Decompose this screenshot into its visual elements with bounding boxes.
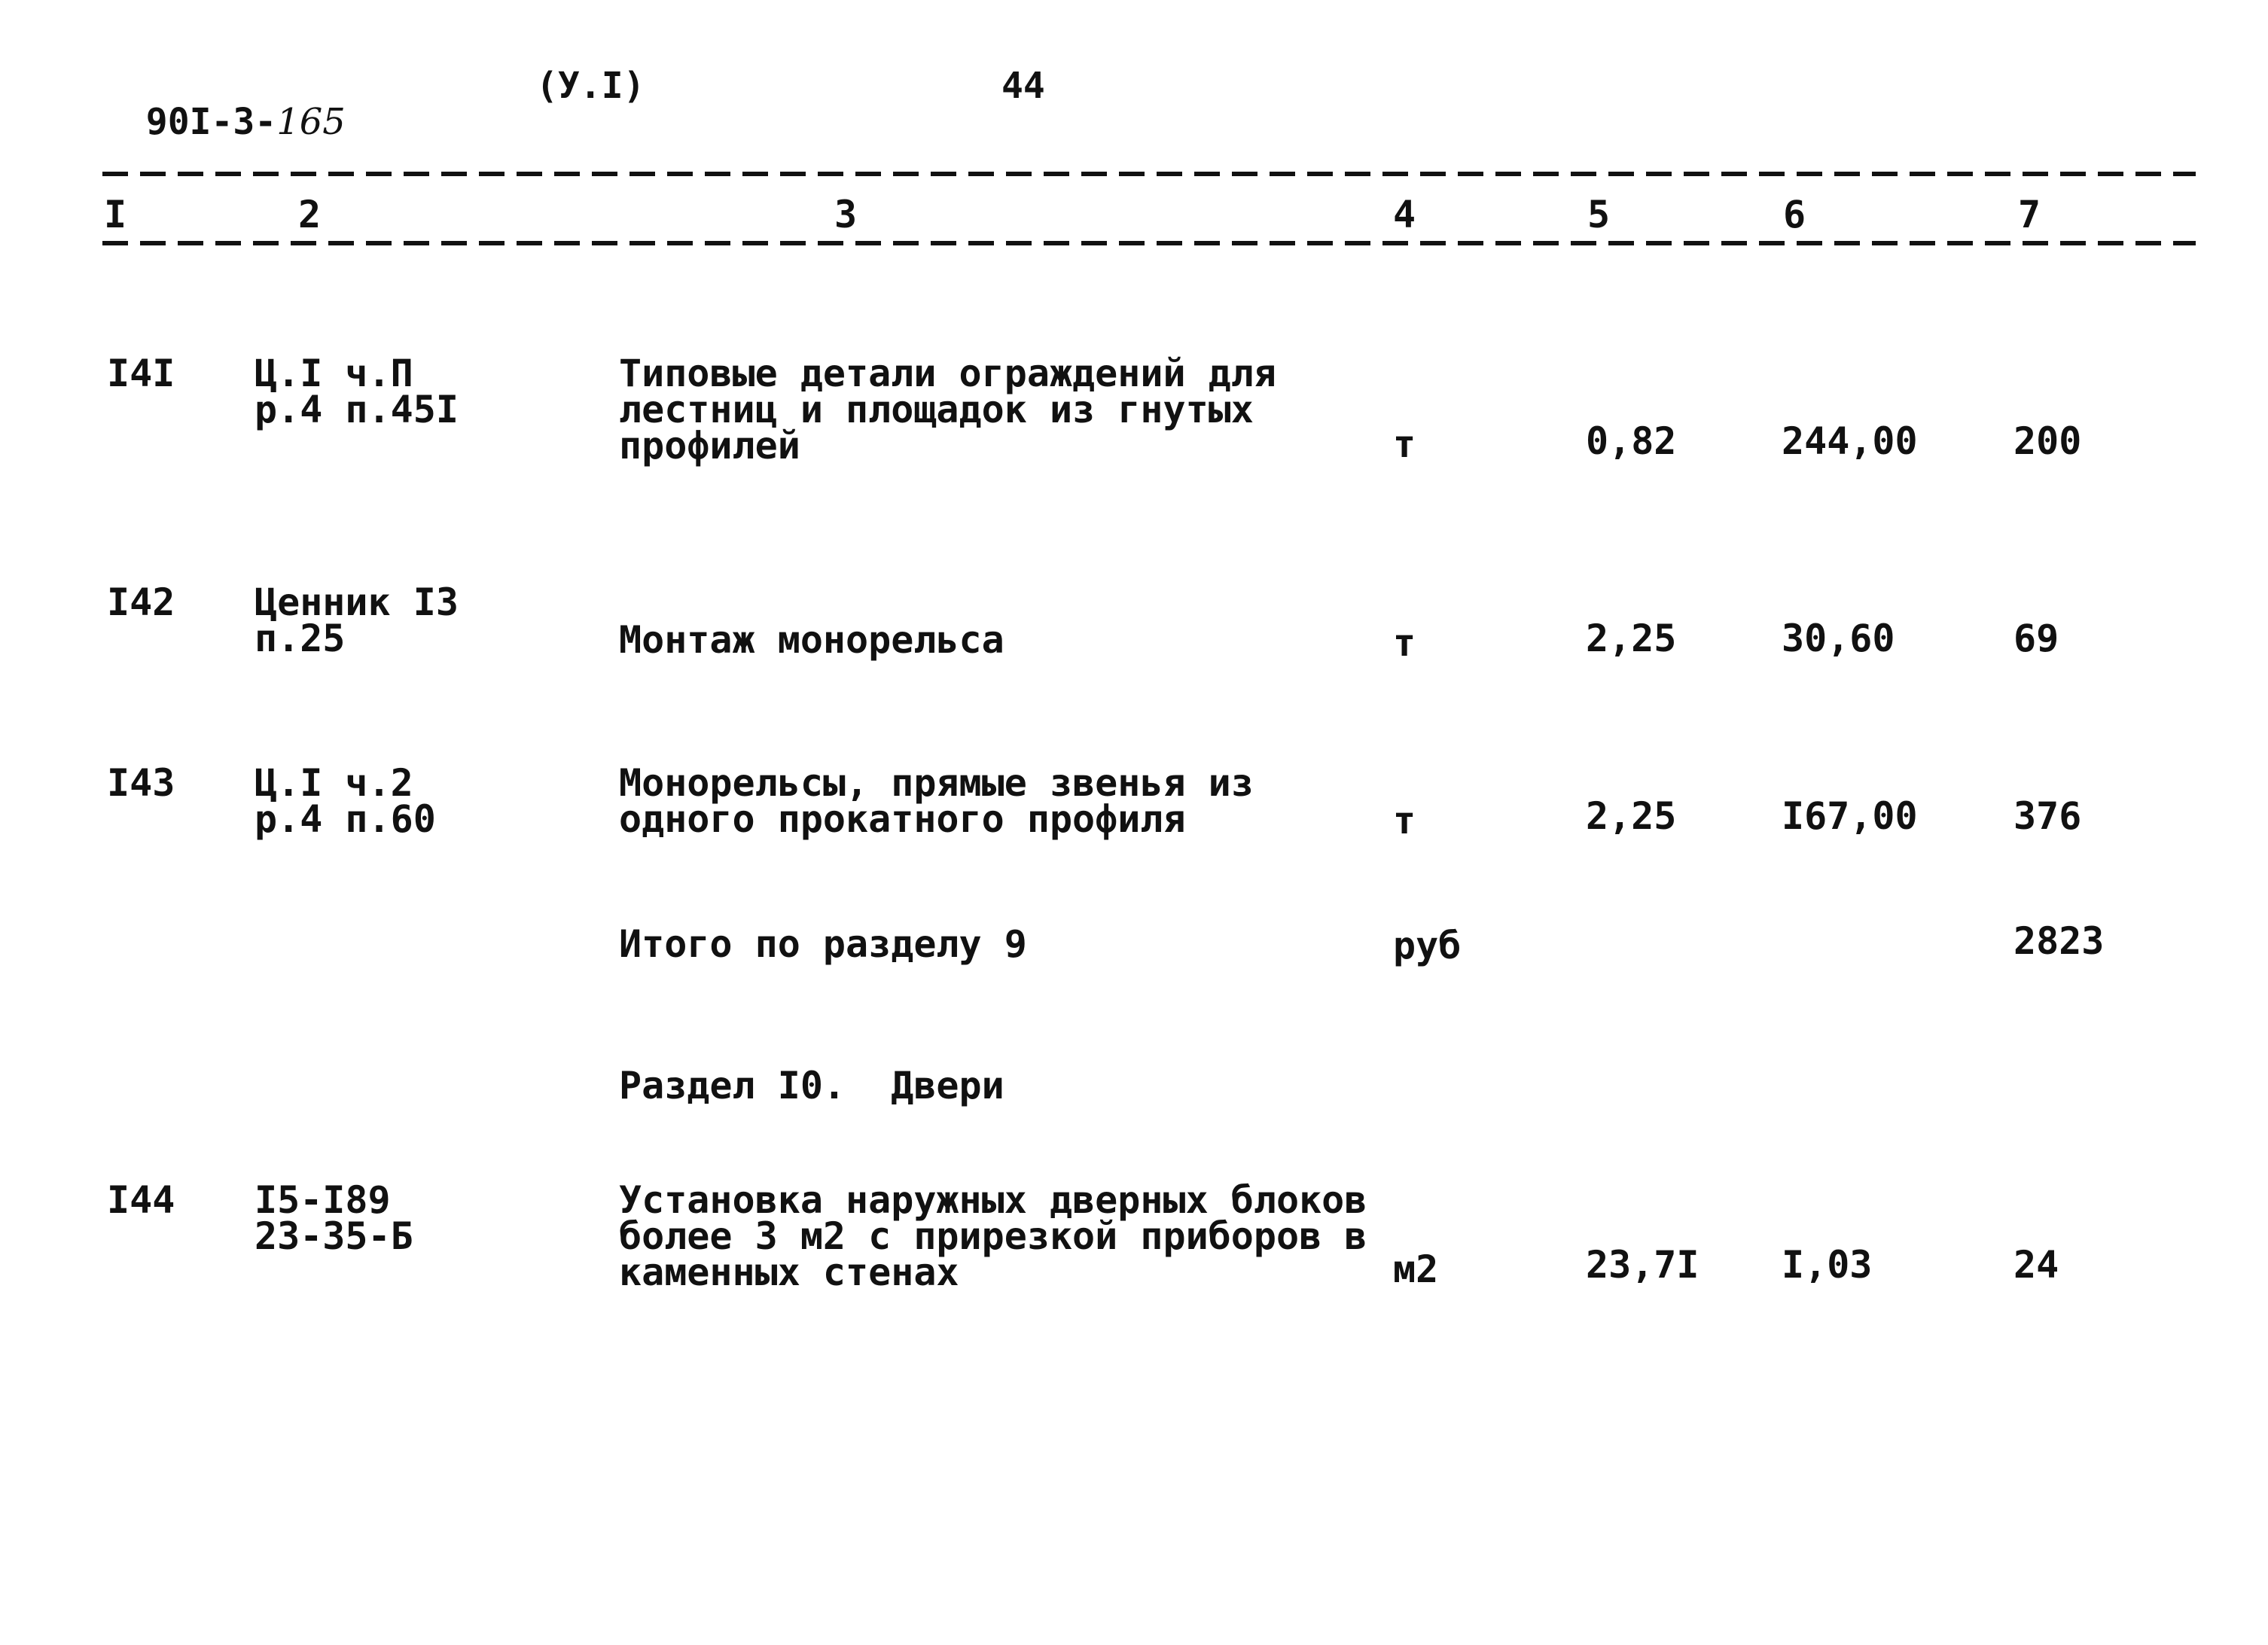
subtotal-total: 2823: [2013, 919, 2105, 963]
reference-line: 23-35-Б: [255, 1214, 413, 1258]
description-line: Монорельсы, прямые звенья из: [619, 761, 1254, 805]
quantity-cell: 23,7I: [1586, 1243, 1699, 1287]
total-cell: 69: [2013, 617, 2059, 660]
unit-cell: т: [1393, 422, 1416, 466]
total-cell: 376: [2013, 794, 2082, 838]
subtotal-unit: руб: [1393, 924, 1462, 967]
reference-line: I5-I89: [255, 1178, 391, 1222]
document-code-prefix: 90I-3-: [145, 101, 277, 143]
section-heading: Раздел I0. Двери: [619, 1064, 1004, 1107]
unit-cell: м2: [1393, 1247, 1439, 1291]
total-cell: 24: [2013, 1243, 2059, 1287]
description-line: одного прокатного профиля: [619, 797, 1186, 841]
price-cell: I67,00: [1782, 794, 1918, 838]
price-cell: 30,60: [1782, 617, 1895, 660]
column-header-1: I: [104, 193, 127, 236]
description-line: Монтаж монорельса: [619, 618, 1004, 662]
row-number: I43: [107, 761, 175, 805]
row-number: I4I: [107, 352, 175, 395]
column-header-6: 6: [1783, 193, 1806, 236]
column-header-4: 4: [1393, 193, 1416, 236]
description-line: Установка наружных дверных блоков: [619, 1178, 1367, 1222]
unit-cell: т: [1393, 621, 1416, 665]
quantity-cell: 2,25: [1586, 617, 1677, 660]
column-header-2: 2: [298, 193, 322, 236]
reference-line: р.4 п.60: [255, 797, 436, 841]
reference-line: р.4 п.45I: [255, 388, 459, 431]
page-number: 44: [1001, 65, 1045, 107]
document-code: [102, 68, 346, 143]
price-cell: 244,00: [1782, 419, 1918, 463]
subtotal-label: Итого по разделу 9: [619, 922, 1027, 966]
description-line: более 3 м2 с прирезкой приборов в: [619, 1214, 1367, 1258]
description-line: Типовые детали ограждений для: [619, 352, 1276, 395]
document-code-handwritten: 165: [276, 101, 346, 143]
total-cell: 200: [2013, 419, 2082, 463]
unit-cell: т: [1393, 799, 1416, 842]
header-top-dashes: [102, 172, 2196, 176]
description-line: каменных стенах: [619, 1251, 959, 1294]
column-header-7: 7: [2018, 193, 2041, 236]
volume-label: (У.I): [536, 65, 645, 107]
reference-line: п.25: [255, 617, 346, 660]
column-header-3: 3: [834, 193, 858, 236]
row-number: I42: [107, 580, 175, 624]
reference-line: Ц.I ч.П: [255, 352, 413, 395]
quantity-cell: 0,82: [1586, 419, 1677, 463]
quantity-cell: 2,25: [1586, 794, 1677, 838]
price-cell: I,03: [1782, 1243, 1873, 1287]
reference-line: Ц.I ч.2: [255, 761, 413, 805]
description-line: профилей: [619, 424, 800, 468]
header-bottom-dashes: [102, 241, 2196, 245]
reference-line: Ценник I3: [255, 580, 459, 624]
row-number: I44: [107, 1178, 175, 1222]
description-line: лестниц и площадок из гнутых: [619, 388, 1254, 431]
column-header-5: 5: [1587, 193, 1611, 236]
